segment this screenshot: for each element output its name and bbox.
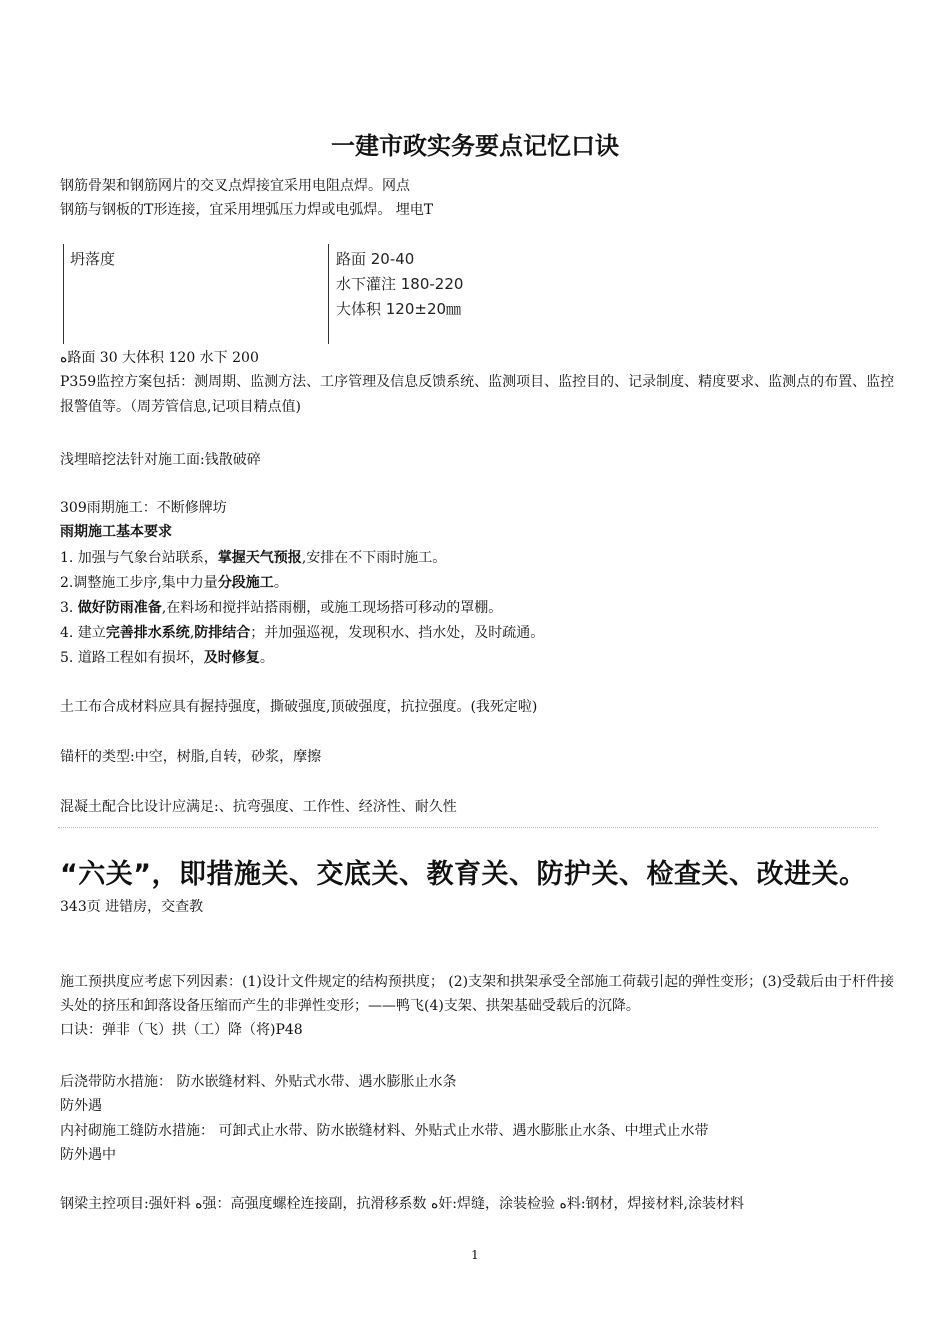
- paragraph: 施工预拱度应考虑下列因素：(1)设计文件规定的结构预拱度； (2)支架和拱架承受全部施工荷载引起的弹性变形；(3)受载后由于杆件接头处的挤压和卸落设备压缩而产生的非弹性变形；——鸭飞(4)支架、拱架基础受载后的沉降。: [60, 974, 894, 1014]
- list-text: 3.: [60, 600, 78, 616]
- list-item: [60, 548, 446, 568]
- list-emphasis: 做好防雨准备: [77, 600, 162, 616]
- table-rule: [328, 244, 329, 344]
- slump-label: 坍落度: [70, 250, 116, 268]
- text-line: 浅埋暗挖法针对施工面:钱散破碎: [60, 452, 261, 468]
- list-text: ,安排在不下雨时施工。: [301, 550, 447, 566]
- text-line: 混凝土配合比设计应满足:、抗弯强度、工作性、经济性、耐久性: [60, 799, 457, 815]
- text-line: 土工布合成材料应具有握持强度，撕破强度,顶破强度，抗拉强度。(我死定啦): [60, 699, 538, 715]
- text-line: 口诀：弹非（飞）拱（工）降（将)P48: [60, 1022, 303, 1038]
- slump-row: 路面 20-40: [336, 250, 415, 268]
- list-text: ,在料场和搅拌站搭雨棚，或施工现场搭可移动的罩棚。: [161, 600, 503, 616]
- list-text: ；并加强巡视，发现积水、挡水处，及时疏通。: [250, 625, 545, 641]
- paragraph: P359监控方案包括：测周期、监测方法、工序管理及信息反馈系统、监测项目、监控目的、记录制度、精度要求、监测点的布置、监控报警值等。（周芳管信息,记项目精点值): [60, 374, 895, 415]
- list-item: [60, 573, 288, 593]
- list-text: 。: [273, 575, 288, 591]
- section-heading: 雨期施工基本要求: [60, 524, 172, 540]
- text-line: 钢筋与钢板的T形连接，宜采用埋弧压力焊或电弧焊。 埋电T: [60, 202, 434, 218]
- list-text: 2.调整施工步序,集中力量: [60, 575, 218, 591]
- slump-row: 大体积 120±20㎜: [336, 300, 462, 318]
- list-emphasis: 防排结合: [194, 625, 251, 641]
- divider: [58, 827, 878, 829]
- text-line: 内衬砌施工缝防水措施： 可卸式止水带、防水嵌缝材料、外贴式止水带、遇水膨胀止水条、中埋式止水带: [60, 1123, 709, 1139]
- paragraph: 钢梁主控项目:强奸料 ﻩ强：高强度螺栓连接副，抗滑移系数 ﻩ奸:焊缝，涂装检验 ﻩ料:钢材，焊接材料,涂装材料: [60, 1196, 744, 1212]
- list-emphasis: 完善排水系统: [105, 625, 190, 641]
- text-line: 343页 进错房，交查教: [60, 899, 204, 915]
- list-text: 1. 加强与气象台站联系，: [60, 550, 218, 566]
- list-item: [60, 623, 544, 643]
- six-gates-image-text: “六关”，即措施关、交底关、教育关、防护关、检查关、改进关。: [60, 859, 867, 890]
- text-line: 防外遇中: [60, 1147, 116, 1163]
- text-line: 309雨期施工：不断修牌坊: [60, 500, 227, 516]
- table-rule: [63, 244, 64, 344]
- list-item: [60, 648, 274, 668]
- text-line: 防外遇: [60, 1098, 102, 1114]
- text-line: 后浇带防水措施： 防水嵌缝材料、外贴式水带、遇水膨胀止水条: [60, 1074, 457, 1090]
- list-text: 4. 建立: [60, 625, 106, 641]
- document-title: 一建市政实务要点记忆口诀: [331, 132, 619, 160]
- text-line: 钢筋骨架和钢筋网片的交叉点焊接宜采用电阻点焊。网点: [60, 178, 410, 194]
- slump-row: 水下灌注 180-220: [336, 275, 464, 293]
- list-item: [60, 598, 502, 618]
- text-line: ﻩ路面 30 大体积 120 水下 200: [60, 350, 259, 366]
- list-emphasis: 掌握天气预报: [217, 550, 302, 566]
- list-text: 。: [259, 650, 274, 666]
- list-text: ,: [189, 625, 195, 641]
- list-emphasis: 及时修复: [203, 650, 260, 666]
- list-text: 5. 道路工程如有损坏，: [60, 650, 204, 666]
- text-line: 锚杆的类型:中空，树脂,自转，砂浆，摩擦: [60, 749, 322, 765]
- page-number: 1: [471, 1248, 479, 1262]
- slump-table-image: [60, 244, 520, 344]
- list-emphasis: 分段施工: [217, 575, 274, 591]
